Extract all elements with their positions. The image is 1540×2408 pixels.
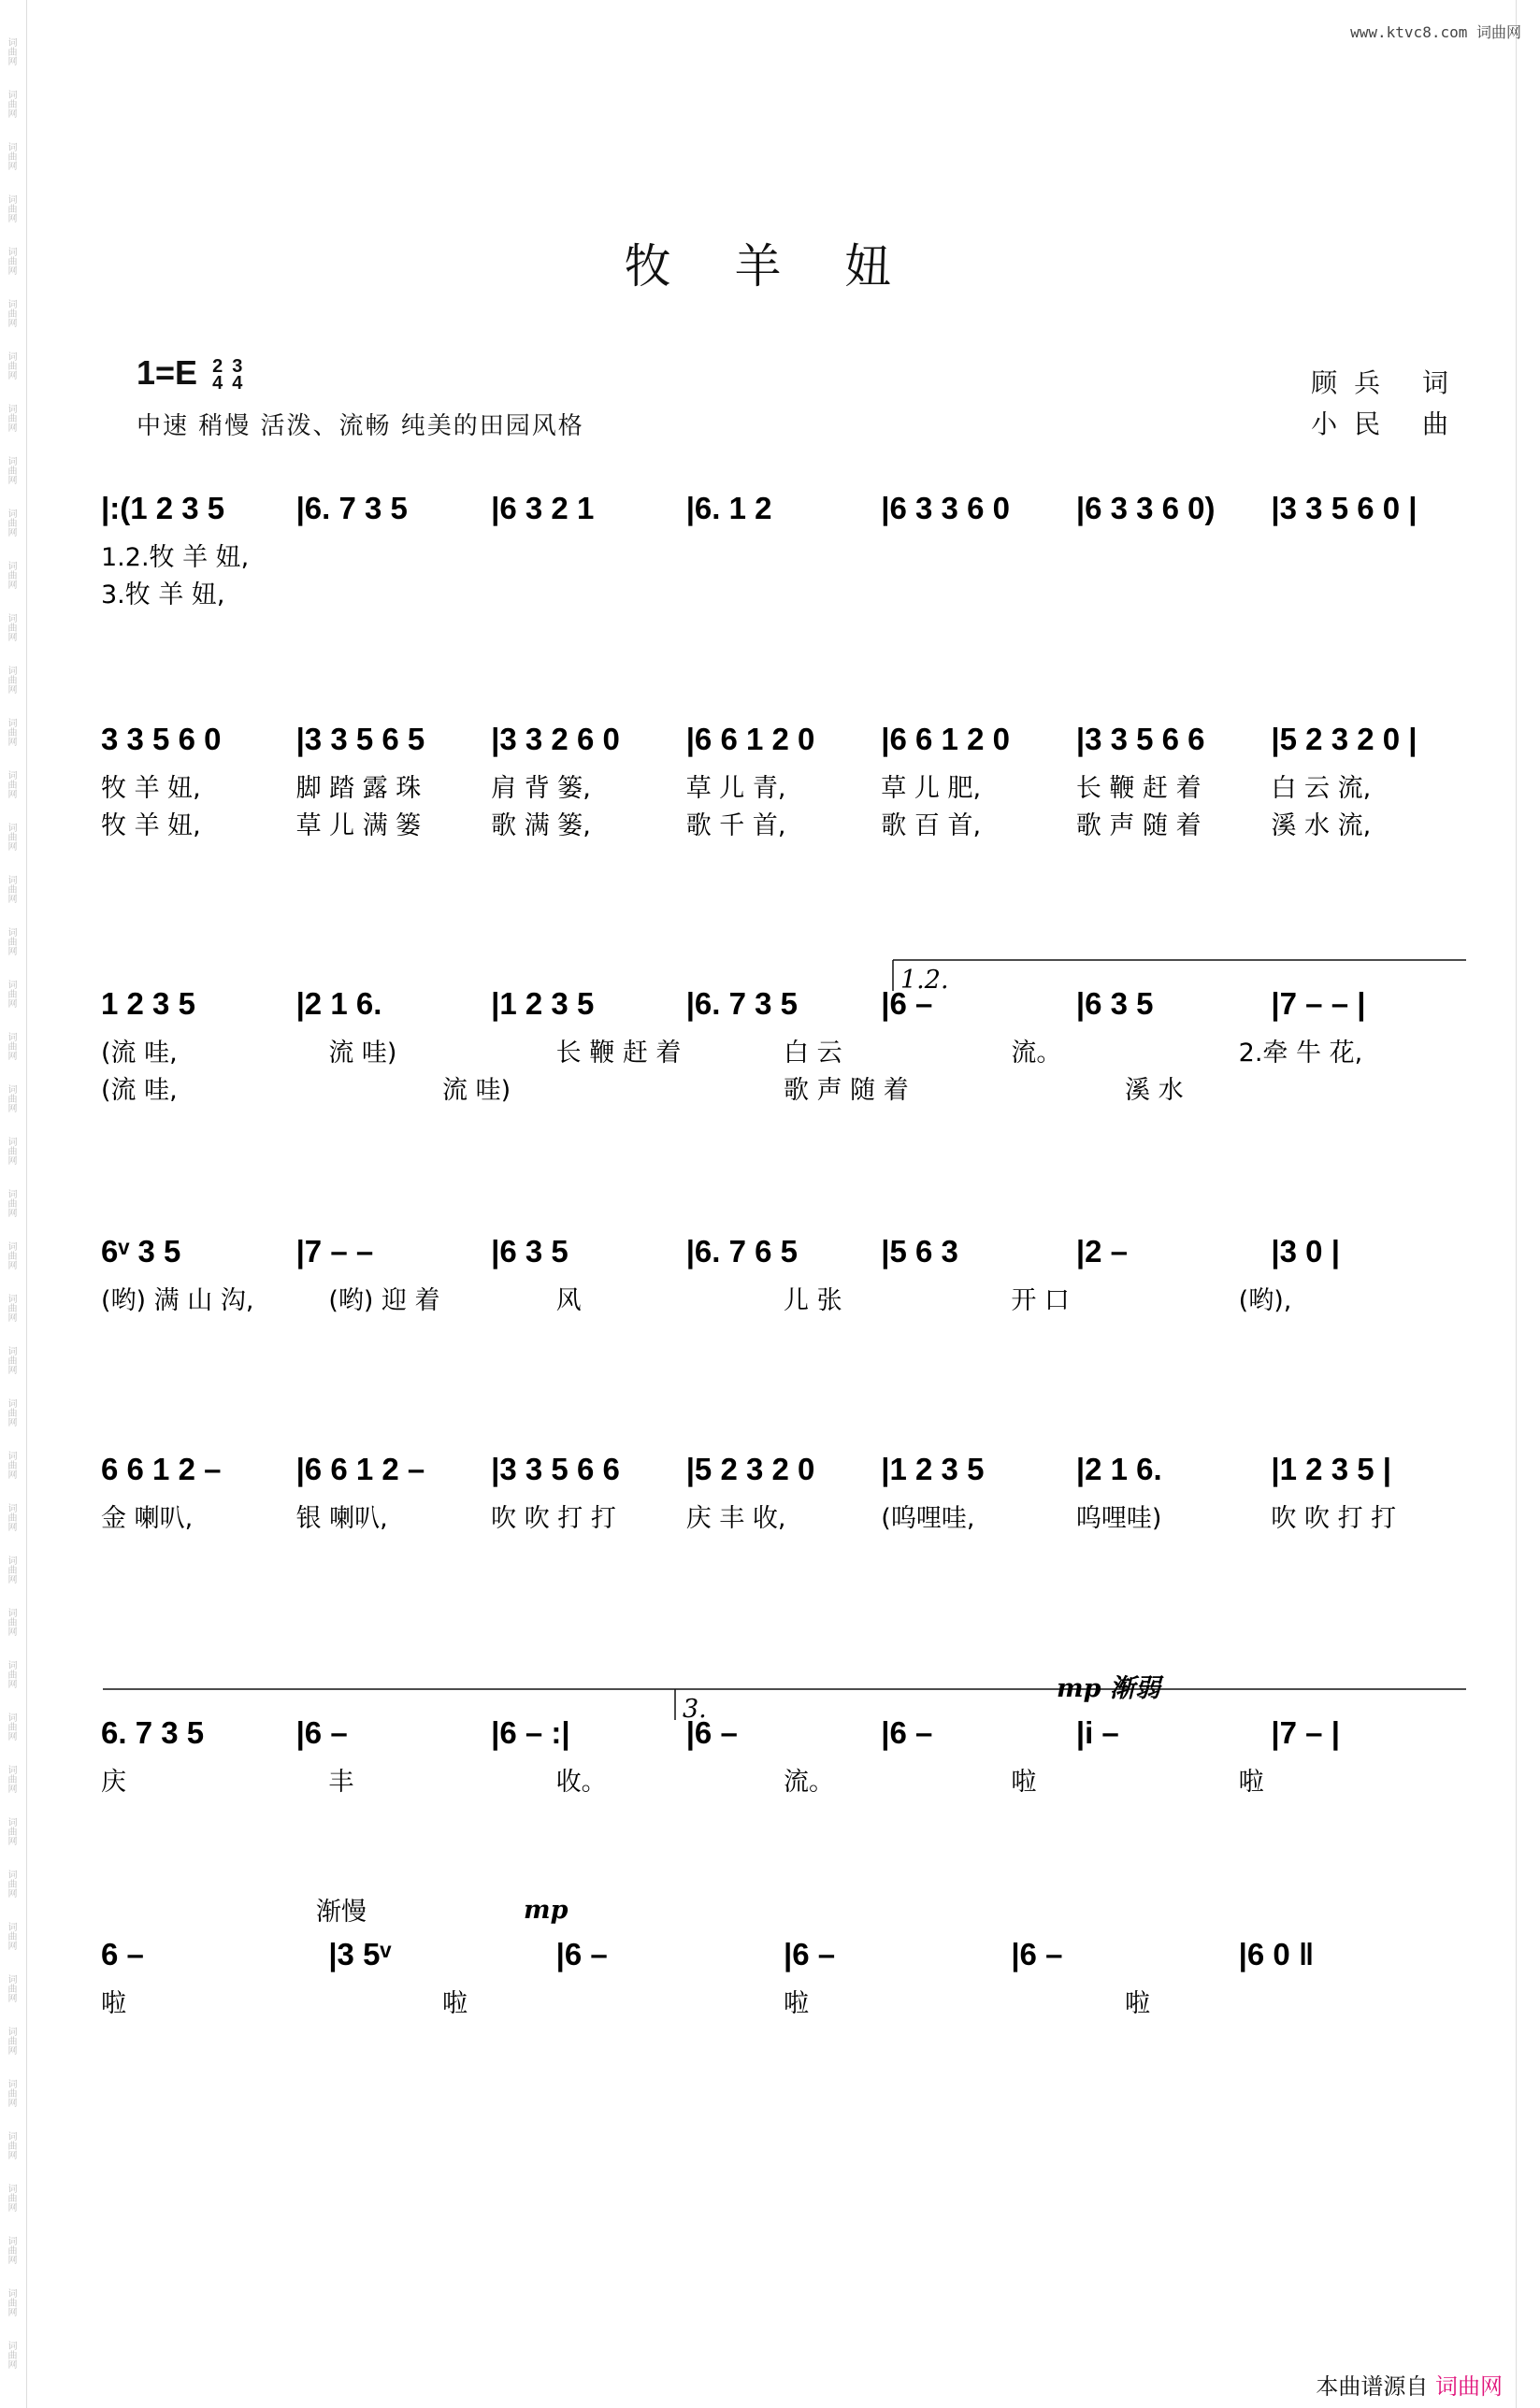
lyric-phrase: 脚 踏 露 珠 [295, 774, 422, 803]
tempo-change: 渐慢 [316, 1898, 367, 1927]
notation-measure: |6 – [881, 986, 933, 1021]
lyric-phrase: 流 哇) [442, 1076, 511, 1105]
notation-measure: |6 – [685, 1715, 738, 1750]
lyric-phrase: 吹 吹 打 打 [1271, 1504, 1397, 1533]
lyric-phrase: 1.2.牧 羊 妞, [101, 543, 250, 572]
notation-measure: |6. 1 2 [685, 491, 772, 525]
lyric-phrase: 啦 [101, 1989, 126, 2018]
site-url[interactable]: www.ktvc8.com 词曲网 [1350, 23, 1521, 41]
lyric-phrase: 庆 丰 收, [685, 1504, 786, 1533]
lyric-phrase: 收。 [555, 1768, 607, 1797]
lyric-phrase: 流。 [1011, 1039, 1062, 1068]
notation-measure: |6 – [881, 1715, 933, 1750]
key-text: 1=E [137, 353, 198, 392]
notation-measure: |7 – | [1271, 1715, 1340, 1750]
notation-measure: |6 3 3 6 0) [1075, 491, 1216, 525]
notation-measure: |6 6 1 2 0 [685, 722, 815, 756]
notation-measure: |2 – [1075, 1234, 1128, 1268]
lyric-phrase: 草 儿 满 篓 [295, 811, 422, 840]
lyric-phrase: 呜哩哇) [1075, 1504, 1162, 1533]
dynamic-marking: mp [524, 1896, 569, 1925]
time-signature-2: 3 4 [232, 356, 243, 394]
lyric-phrase: 庆 [101, 1768, 126, 1797]
lyric-phrase: 溪 水 流, [1271, 811, 1372, 840]
lyric-phrase: 长 鞭 赶 着 [555, 1039, 682, 1068]
lyric-phrase: 吹 吹 打 打 [491, 1504, 616, 1533]
notation-measure: |6 3 3 6 0 [881, 491, 1010, 525]
notation-measure: |7 – – [295, 1234, 374, 1268]
lyric-phrase: 儿 张 [784, 1286, 842, 1315]
lyric-phrase: 啦 [442, 1989, 468, 2018]
notation-measure: |6. 7 3 5 [295, 491, 408, 525]
lyric-phrase: 歌 千 首, [685, 811, 786, 840]
notation-measure: |6 6 1 2 0 [881, 722, 1010, 756]
lyric-phrase: 溪 水 [1125, 1076, 1184, 1105]
lyric-phrase: 金 喇叭, [101, 1504, 194, 1533]
notation-measure: |6 – [295, 1715, 348, 1750]
notation-measure: 6 6 1 2 – [101, 1452, 222, 1486]
lyric-phrase: 牧 羊 妞, [101, 774, 201, 803]
notation-measure: |6. 7 6 5 [685, 1234, 799, 1268]
lyric-phrase: 银 喇叭, [295, 1504, 388, 1533]
side-watermark: 词曲网 词曲网 词曲网 词曲网 词曲网 词曲网 词曲网 词曲网 词曲网 词曲网 词曲网 词曲网 词曲网 词曲网 词曲网 词曲网 词曲网 词曲网 词曲网 词曲网 词曲网 词曲网 词曲网 词曲网 词曲网 词曲网 词曲网 词曲网 词曲网 词曲网 词曲网 词曲网 词曲网 词曲网 词曲网 词曲网 词曲网 词曲网 词曲网 词曲网 词曲网 词曲网 词曲网 词曲网 词曲网 [6, 37, 16, 2369]
lyric-phrase: 歌 声 随 着 [784, 1076, 909, 1105]
notation-measure: |1 2 3 5 [491, 986, 595, 1021]
notation-measure: |3 3 5 6 6 [491, 1452, 620, 1486]
dynamic-marking: mp 渐弱 [1057, 1674, 1160, 1703]
lyric-phrase: 草 儿 肥, [881, 774, 982, 803]
composer: 小民 曲 [1311, 408, 1465, 439]
notation-measure: 6 – [101, 1937, 144, 1971]
lyric-phrase: 丰 [328, 1768, 354, 1797]
notation-measure: |6 – [1011, 1937, 1063, 1971]
notation-measure: |2 1 6. [1075, 1452, 1162, 1486]
notation-measure: |3 5ᵛ [328, 1937, 392, 1971]
notation-measure: |6 3 5 [491, 1234, 569, 1268]
lyric-phrase: (流 哇, [101, 1039, 178, 1068]
notation-measure: |5 6 3 [881, 1234, 958, 1268]
lyric-phrase: 啦 [1238, 1768, 1264, 1797]
notation-measure: |2 1 6. [295, 986, 382, 1021]
lyric-phrase: 草 儿 青, [685, 774, 786, 803]
notation-measure: |:(1 2 3 5 [101, 491, 225, 525]
notation-measure: |3 3 2 6 0 [491, 722, 620, 756]
notation-measure: |6 6 1 2 – [295, 1452, 425, 1486]
lyric-phrase: 啦 [1011, 1768, 1037, 1797]
lyric-phrase: 啦 [1125, 1989, 1150, 2018]
footer-text: 本曲谱源自 [1316, 2373, 1429, 2400]
lyric-phrase: 啦 [784, 1989, 809, 2018]
notation-measure: |5 2 3 2 0 | [1271, 722, 1418, 756]
notation-measure: |3 3 5 6 6 [1075, 722, 1205, 756]
volta-label: 1.2. [900, 966, 949, 995]
lyric-phrase: (流 哇, [101, 1076, 178, 1105]
lyric-phrase: 牧 羊 妞, [101, 811, 201, 840]
lyric-phrase: 白 云 [784, 1039, 842, 1068]
notation-measure: |i – [1075, 1715, 1119, 1750]
volta-label: 3. [683, 1695, 707, 1724]
lyric-phrase: 流。 [784, 1768, 834, 1797]
lyric-phrase: 3.牧 羊 妞, [101, 580, 225, 609]
lyric-phrase: (哟) 迎 着 [328, 1286, 440, 1315]
lyric-phrase: 2.牵 牛 花, [1238, 1039, 1363, 1068]
lyric-phrase: 肩 背 篓, [491, 774, 591, 803]
lyric-phrase: 歌 百 首, [881, 811, 982, 840]
notation-measure: |6 – [784, 1937, 836, 1971]
lyric-phrase: 白 云 流, [1271, 774, 1372, 803]
notation-measure: |3 0 | [1271, 1234, 1340, 1268]
song-title: 牧 羊 妞 [624, 239, 916, 294]
notation-measure: |3 3 5 6 0 | [1271, 491, 1418, 525]
notation-measure: 3 3 5 6 0 [101, 722, 222, 756]
lyric-phrase: 歌 声 随 着 [1075, 811, 1202, 840]
tempo-marking: 中速 稍慢 活泼、流畅 纯美的田园风格 [137, 412, 584, 440]
notation-measure: |5 2 3 2 0 [685, 1452, 815, 1486]
lyric-phrase: (哟) 满 山 沟, [101, 1286, 254, 1315]
lyric-phrase: 歌 满 篓, [491, 811, 591, 840]
footer [1316, 2368, 1503, 2401]
notation-measure: |1 2 3 5 | [1271, 1452, 1391, 1486]
lyric-phrase: 风 [555, 1286, 582, 1315]
notation-measure: 6ᵛ 3 5 [101, 1234, 181, 1268]
lyric-phrase: (哟), [1238, 1286, 1292, 1315]
lyric-phrase: 长 鞭 赶 着 [1075, 774, 1202, 803]
notation-measure: |6 3 2 1 [491, 491, 595, 525]
notation-measure: |1 2 3 5 [881, 1452, 985, 1486]
lyric-phrase: 开 口 [1011, 1286, 1070, 1315]
notation-measure: |6 – [555, 1937, 608, 1971]
lyric-phrase: (呜哩哇, [881, 1504, 975, 1533]
notation-measure: |6 – :| [491, 1715, 570, 1750]
notation-measure: |3 3 5 6 5 [295, 722, 425, 756]
notation-measure: |6. 7 3 5 [685, 986, 799, 1021]
lyric-phrase: 流 哇) [328, 1039, 397, 1068]
time-signature-1: 2 4 [212, 356, 223, 394]
notation-measure: |7 – – | [1271, 986, 1366, 1021]
notation-measure: 1 2 3 5 [101, 986, 195, 1021]
lyricist: 顾兵 词 [1311, 367, 1465, 398]
footer-brand[interactable]: 词曲网 [1435, 2373, 1503, 2400]
notation-measure: |6 0 ‖ [1238, 1937, 1315, 1971]
notation-measure: |6 3 5 [1075, 986, 1154, 1021]
notation-measure: 6. 7 3 5 [101, 1715, 205, 1750]
